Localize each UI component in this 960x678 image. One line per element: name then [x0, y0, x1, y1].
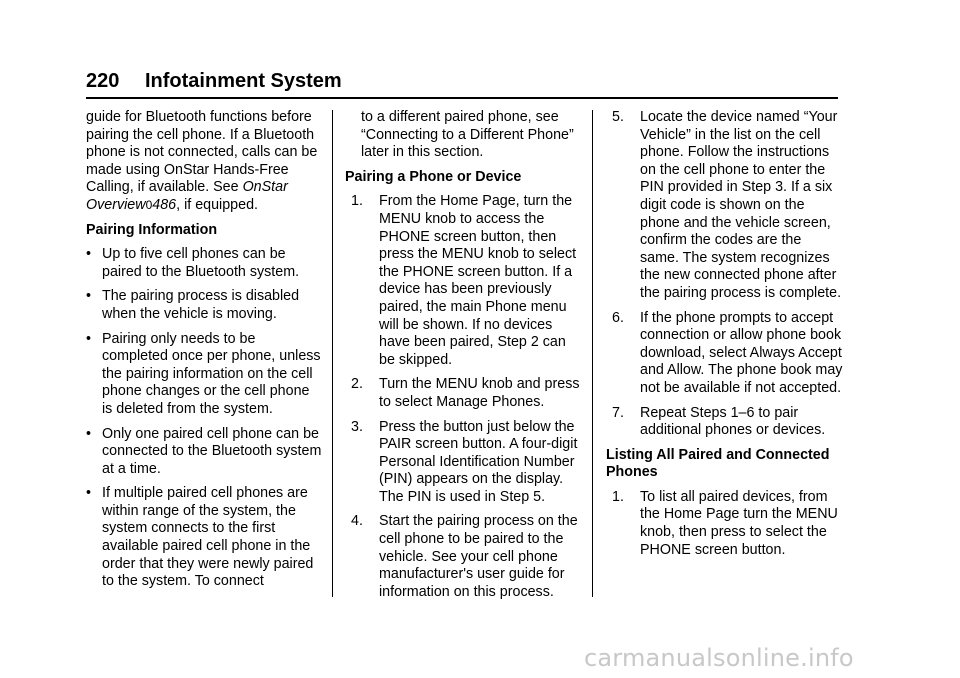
intro-text: guide for Bluetooth functions before pairing the cell phone. If a Bluetooth phone is not connected, calls can be made using OnStar Hands-Free Calling, if available. See	[86, 109, 318, 196]
bullet-text: Pairing only needs to be completed once per phone, unless the pairing information on the cell phone changes or the cell phone is deleted from the system.	[102, 330, 321, 417]
step-text: Turn the MENU knob and press to select Manage Phones.	[379, 376, 580, 410]
column-2	[345, 109, 581, 608]
step-item	[606, 405, 844, 440]
step-number: 7.	[612, 404, 624, 421]
column-divider	[592, 110, 593, 597]
step-text: Repeat Steps 1–6 to pair additional phones or devices.	[640, 404, 826, 439]
step-item	[345, 419, 581, 507]
step-number: 3.	[351, 418, 363, 435]
page-header	[86, 70, 838, 98]
step-number: 6.	[612, 309, 624, 326]
step-item	[345, 376, 581, 411]
step-number: 1.	[612, 488, 624, 505]
step-text: Locate the device named “Your Vehicle” in the list on the cell phone. Follow the instructions on the cell phone to enter the PIN provided in Step 3. If a six digit code is shown on the phone and the vehicle screen, confirm the codes are the same. The system recognizes the new connected phone after the pairing process is complete.	[640, 109, 842, 301]
bullet-icon: •	[86, 288, 92, 305]
bullet-icon: •	[86, 425, 92, 442]
column-3	[606, 109, 844, 566]
step-item	[606, 489, 844, 559]
list-item	[86, 426, 322, 479]
step-item	[345, 193, 581, 369]
pairing-info-heading: Pairing Information	[86, 221, 218, 238]
step-number: 2.	[351, 376, 363, 393]
section-title: Infotainment System	[145, 70, 342, 92]
step-item	[606, 310, 844, 398]
listing-phones-heading: Listing All Paired and Connected Phones	[606, 446, 830, 481]
bullet-icon: •	[86, 485, 92, 502]
continued-paragraph: to a different paired phone, see “Connecting to a Different Phone” later in this section.	[361, 109, 574, 161]
bullet-text: Only one paired cell phone can be connected to the Bluetooth system at a time.	[102, 425, 322, 477]
column-divider	[332, 110, 333, 597]
onstar-overview-link[interactable]: OnStar Overview	[86, 179, 288, 213]
page-number: 220	[86, 70, 120, 92]
pairing-phone-heading: Pairing a Phone or Device	[345, 168, 522, 185]
column-1	[86, 109, 322, 598]
intro-paragraph	[86, 109, 322, 215]
step-text: From the Home Page, turn the MENU knob to access the PHONE screen button, then press the MENU knob to select the PHONE screen button. If a device has been previously paired, the main Phone menu will be shown. If no devices have been paired, Step 2 can be skipped.	[379, 193, 577, 368]
watermark: carmanualsonline.info	[584, 644, 854, 672]
intro-suffix: , if equipped.	[176, 196, 259, 213]
step-text: To list all paired devices, from the Home Page turn the MENU knob, then press to select the PHONE screen button.	[640, 488, 838, 558]
bullet-icon: •	[86, 246, 92, 263]
bullet-text: If multiple paired cell phones are within range of the system, the system connects to the first available paired cell phone in the order that they were newly paired to the system. To connect	[102, 485, 314, 590]
step-item	[606, 109, 844, 303]
step-text: If the phone prompts to accept connection or allow phone book download, select Always Accept and Allow. The phone book may not be available if not accepted.	[640, 309, 843, 396]
bullet-icon: •	[86, 330, 92, 347]
step-item	[345, 513, 581, 601]
list-item	[86, 246, 322, 281]
step-text: Press the button just below the PAIR screen button. A four-digit Personal Identification Number (PIN) appears on the display. The PIN is used in Step 5.	[379, 418, 578, 505]
list-item	[86, 288, 322, 323]
list-item	[86, 331, 322, 419]
bullet-text: The pairing process is disabled when the vehicle is moving.	[102, 288, 300, 322]
step-number: 4.	[351, 513, 363, 530]
page-ref-number: 486	[152, 196, 177, 213]
page-ref-icon: 0	[145, 197, 153, 212]
header-rule	[86, 97, 838, 99]
step-number: 5.	[612, 109, 624, 125]
step-text: Start the pairing process on the cell phone to be paired to the vehicle. See your cell phone manufacturer's user guide for information on this process.	[379, 513, 578, 600]
bullet-text: Up to five cell phones can be paired to the Bluetooth system.	[102, 246, 300, 280]
list-item	[86, 485, 322, 591]
step-number: 1.	[351, 193, 363, 210]
